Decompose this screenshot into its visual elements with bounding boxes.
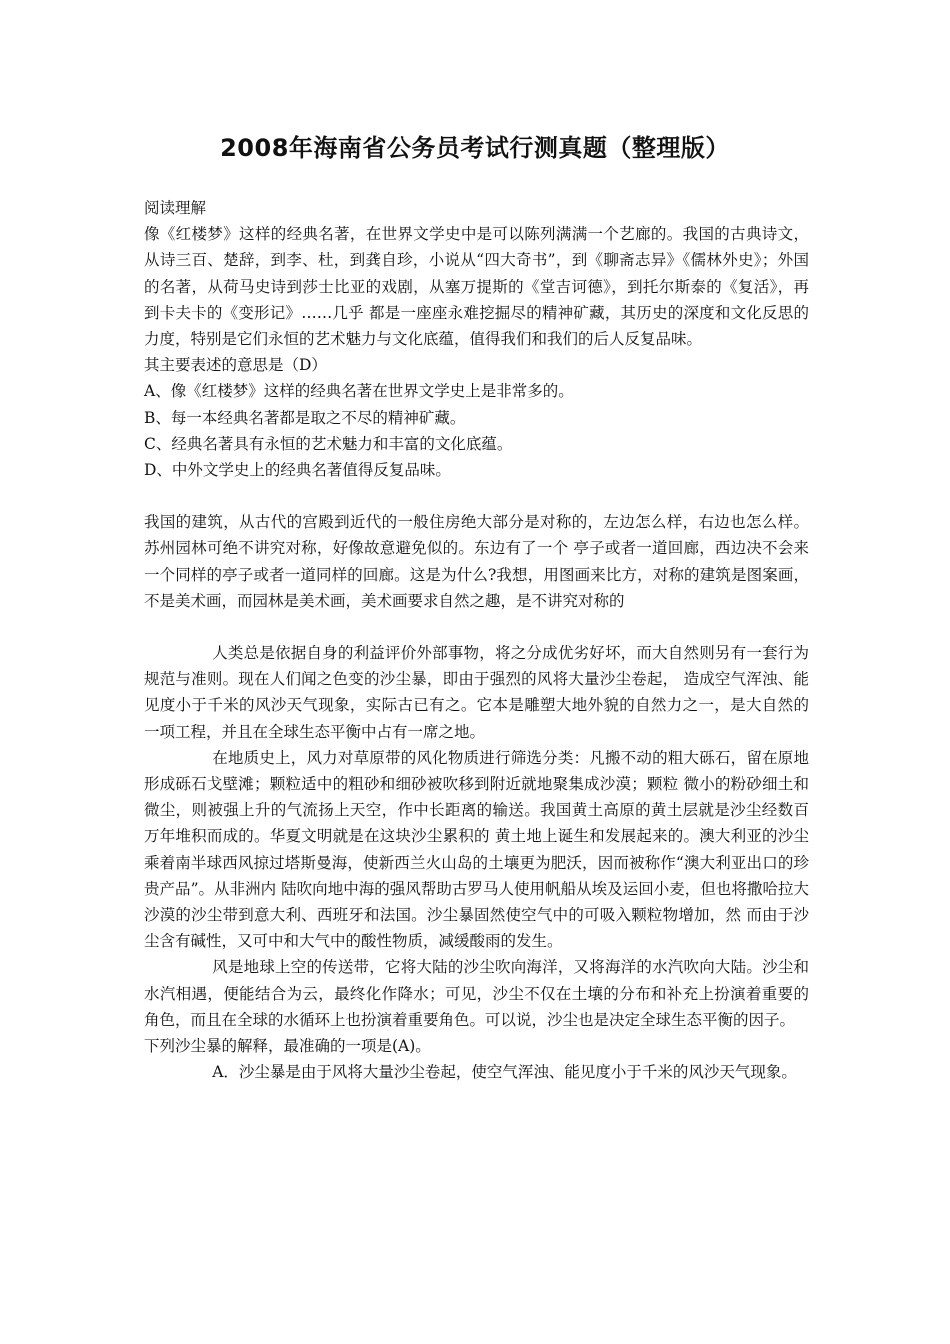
document-title: 2008年海南省公务员考试行测真题（整理版） [220,134,730,162]
paragraph-spacer [144,483,809,509]
q2-passage: 我国的建筑，从古代的宫殿到近代的一般住房绝大部分是对称的，左边怎么样，右边也怎么样。苏州园林可绝不讲究对称，好像故意避免似的。东边有了一个 亭子或者一道回廊，西边决不会来一个同样的亭子或者一道同样的回廊。这是为什么?我想，用图画来比方，对称的建筑是图案画，不是美术画，而园林是美术画，美术画要求自然之趣，是不讲究对称的 [144,513,809,610]
q1-question: 其主要表述的意思是（D） [144,356,327,375]
q3-option-a: A．沙尘暴是由于风将大量沙尘卷起，使空气浑浊、能见度小于千米的风沙天气现象。 [212,1063,797,1082]
section-heading: 阅读理解 [144,199,207,217]
q1-option-a: A、像《红楼梦》这样的经典名著在世界文学史上是非常多的。 [144,382,574,401]
q3-paragraph-2: 在地质史上，风力对草原带的风化物质进行筛选分类：凡搬不动的粗大砾石，留在原地形成砾石戈壁滩；颗粒适中的粗砂和细砂被吹移到附近就地聚集成沙漠；颗粒 微小的粉砂细土和微尘，则被强上升的气流扬上天空，作中长距离的输送。我国黄土高原的黄土层就是沙尘经数百万年堆积而成的。华夏文明就是在这块沙尘累积的 黄土地上诞生和发展起来的。澳大利亚的沙尘乘着南半球西风掠过塔斯曼海，使新西兰火山岛的土壤更为肥沃，因而被称作“澳大利亚出口的珍贵产品”。从非洲内 陆吹向地中海的强风帮助古罗马人使用帆船从埃及运回小麦，但也将撒哈拉大沙漠的沙尘带到意大利、西班牙和法国。沙尘暴固然使空气中的可吸入颗粒物增加，然 而由于沙尘含有碱性，又可中和大气中的酸性物质，减缓酸雨的发生。 [144,748,809,951]
paragraph-spacer [144,614,809,640]
q3-paragraph-1: 人类总是依据自身的利益评价外部事物，将之分成优劣好坏，而大自然则另有一套行为规范与准则。现在人们闻之色变的沙尘暴，即由于强烈的风将大量沙尘卷起， 造成空气浑浊、能见度小于千米的风沙天气现象，实际古已有之。它本是雕塑大地外貌的自然力之一，是大自然的一项工程，并且在全球生态平衡中占有一席之地。 [144,644,809,741]
q1-option-b: B、每一本经典名著都是取之不尽的精神矿藏。 [144,408,466,427]
q1-option-d: D、中外文学史上的经典名著值得反复品味。 [144,461,451,480]
q1-option-c: C、经典名著具有永恒的艺术魅力和丰富的文化底蕴。 [144,434,513,453]
q1-passage: 像《红楼梦》这样的经典名著，在世界文学史中是可以陈列满满一个艺廊的。我国的古典诗文，从诗三百、楚辞，到李、杜，到龚自珍，小说从“四大奇书”，到《聊斋志异》《儒林外史》；外国的名著，从荷马史诗到莎士比亚的戏剧，从塞万提斯的《堂吉诃德》，到托尔斯泰的《复活》，再到卡夫卡的《变形记》……几乎 都是一座座永难挖掘尽的精神矿藏，其历史的深度和文化反思的力度，特别是它们永恒的艺术魅力与文化底蕴，值得我们和我们的后人反复品味。 [144,225,809,349]
q3-paragraph-3: 风是地球上空的传送带，它将大陆的沙尘吹向海洋，又将海洋的水汽吹向大陆。沙尘和水汽相遇，便能结合为云，最终化作降水；可见，沙尘不仅在土壤的分布和补充上扮演着重要的角色，而且在全球的水循环上也扮演着重要角色。可以说，沙尘也是决定全球生态平衡的因子。 [144,958,809,1029]
q3-question: 下列沙尘暴的解释，最准确的一项是(A)。 [144,1037,431,1056]
document-body [144,195,809,1086]
